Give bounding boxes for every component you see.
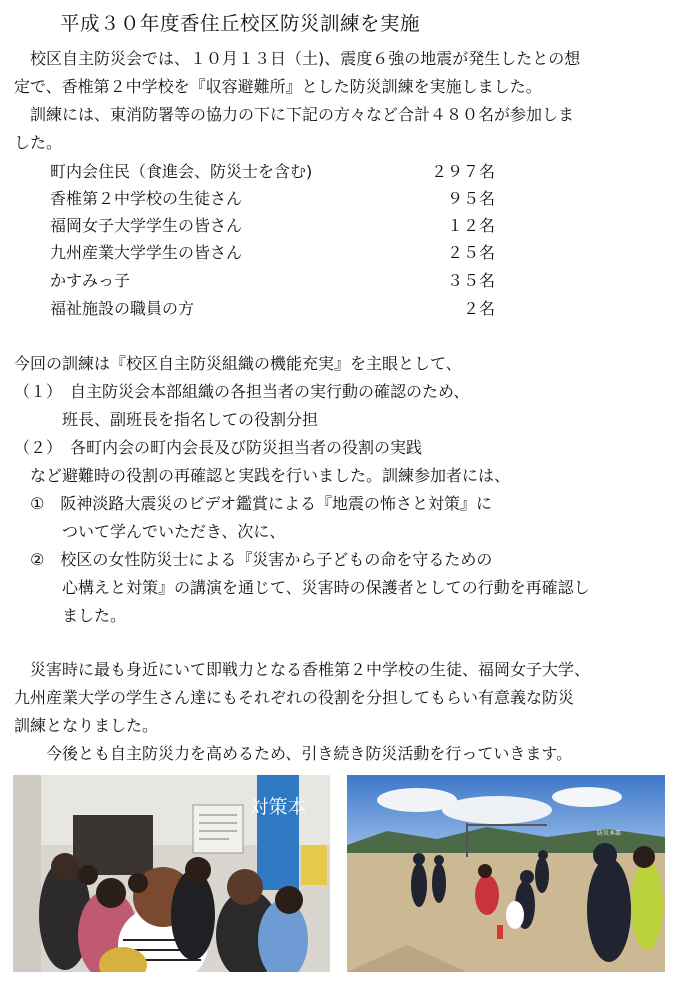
intro-line-4: した。	[14, 133, 63, 152]
closing-line-2: 九州産業大学の学生さん達にもそれぞれの役割を分担してもらい有意義な防災	[14, 688, 575, 707]
participant-name: 九州産業大学学生の皆さん	[50, 243, 243, 262]
page-title: 平成３０年度香住丘校区防災訓練を実施	[60, 12, 421, 35]
vest-text: 防災本部	[596, 830, 622, 837]
participant-count: ３５名	[446, 271, 495, 290]
indoor-shelter-image	[13, 775, 330, 972]
photo-outdoor-drill	[347, 775, 665, 972]
intro-line-3: 訓練には、東消防署等の協力の下に下記の方々など合計４８０名が参加しま	[14, 105, 575, 124]
photo-indoor-shelter	[13, 775, 330, 972]
purpose-line-7: ついて学んでいただき、次に、	[14, 522, 286, 541]
participant-count: １２名	[446, 216, 495, 235]
intro-line-2: 定で、香椎第２中学校を『収容避難所』とした防災訓練を実施しました。	[14, 77, 542, 96]
closing-line-4: 今後とも自主防災力を高めるため、引き続き防災活動を行っていきます。	[14, 744, 573, 763]
participant-name: かすみっ子	[50, 271, 131, 290]
participant-name: 福岡女子大学学生の皆さん	[50, 216, 243, 235]
participant-name: 福祉施設の職員の方	[50, 299, 195, 318]
outdoor-drill-image	[347, 775, 665, 972]
intro-line-1: 校区自主防災会では、１０月１３日（土)、震度６強の地震が発生したとの想	[14, 49, 581, 68]
banner-text: 対策本	[249, 796, 307, 818]
purpose-line-10: ました。	[14, 606, 127, 625]
closing-line-3: 訓練となりました。	[14, 716, 159, 735]
purpose-line-6: ① 阪神淡路大震災のビデオ鑑賞による『地震の怖さと対策』に	[14, 494, 493, 513]
participant-count: ９５名	[446, 189, 495, 208]
participant-count: ２９７名	[430, 162, 495, 181]
participant-count: ２５名	[446, 243, 495, 262]
participant-name: 香椎第２中学校の生徒さん	[50, 189, 243, 208]
participant-name: 町内会住民（食進会、防災士を含む)	[50, 162, 313, 181]
purpose-line-3: 班長、副班長を指名しての役割分担	[14, 410, 319, 429]
closing-line-1: 災害時に最も身近にいて即戦力となる香椎第２中学校の生徒、福岡女子大学、	[14, 660, 591, 679]
purpose-line-2: （１） 自主防災会本部組織の各担当者の実行動の確認のため、	[14, 382, 470, 401]
participant-count: ２名	[462, 299, 495, 318]
purpose-line-4: （２） 各町内会の町内会長及び防災担当者の役割の実践	[14, 438, 423, 457]
purpose-line-1: 今回の訓練は『校区自主防災組織の機能充実』を主眼として、	[14, 354, 462, 373]
purpose-line-5: など避難時の役割の再確認と実践を行いました。訓練参加者には、	[14, 466, 511, 485]
purpose-line-8: ② 校区の女性防災士による『災害から子どもの命を守るための	[14, 550, 493, 569]
purpose-line-9: 心構えと対策』の講演を通じて、災害時の保護者としての行動を再確認し	[14, 578, 590, 597]
